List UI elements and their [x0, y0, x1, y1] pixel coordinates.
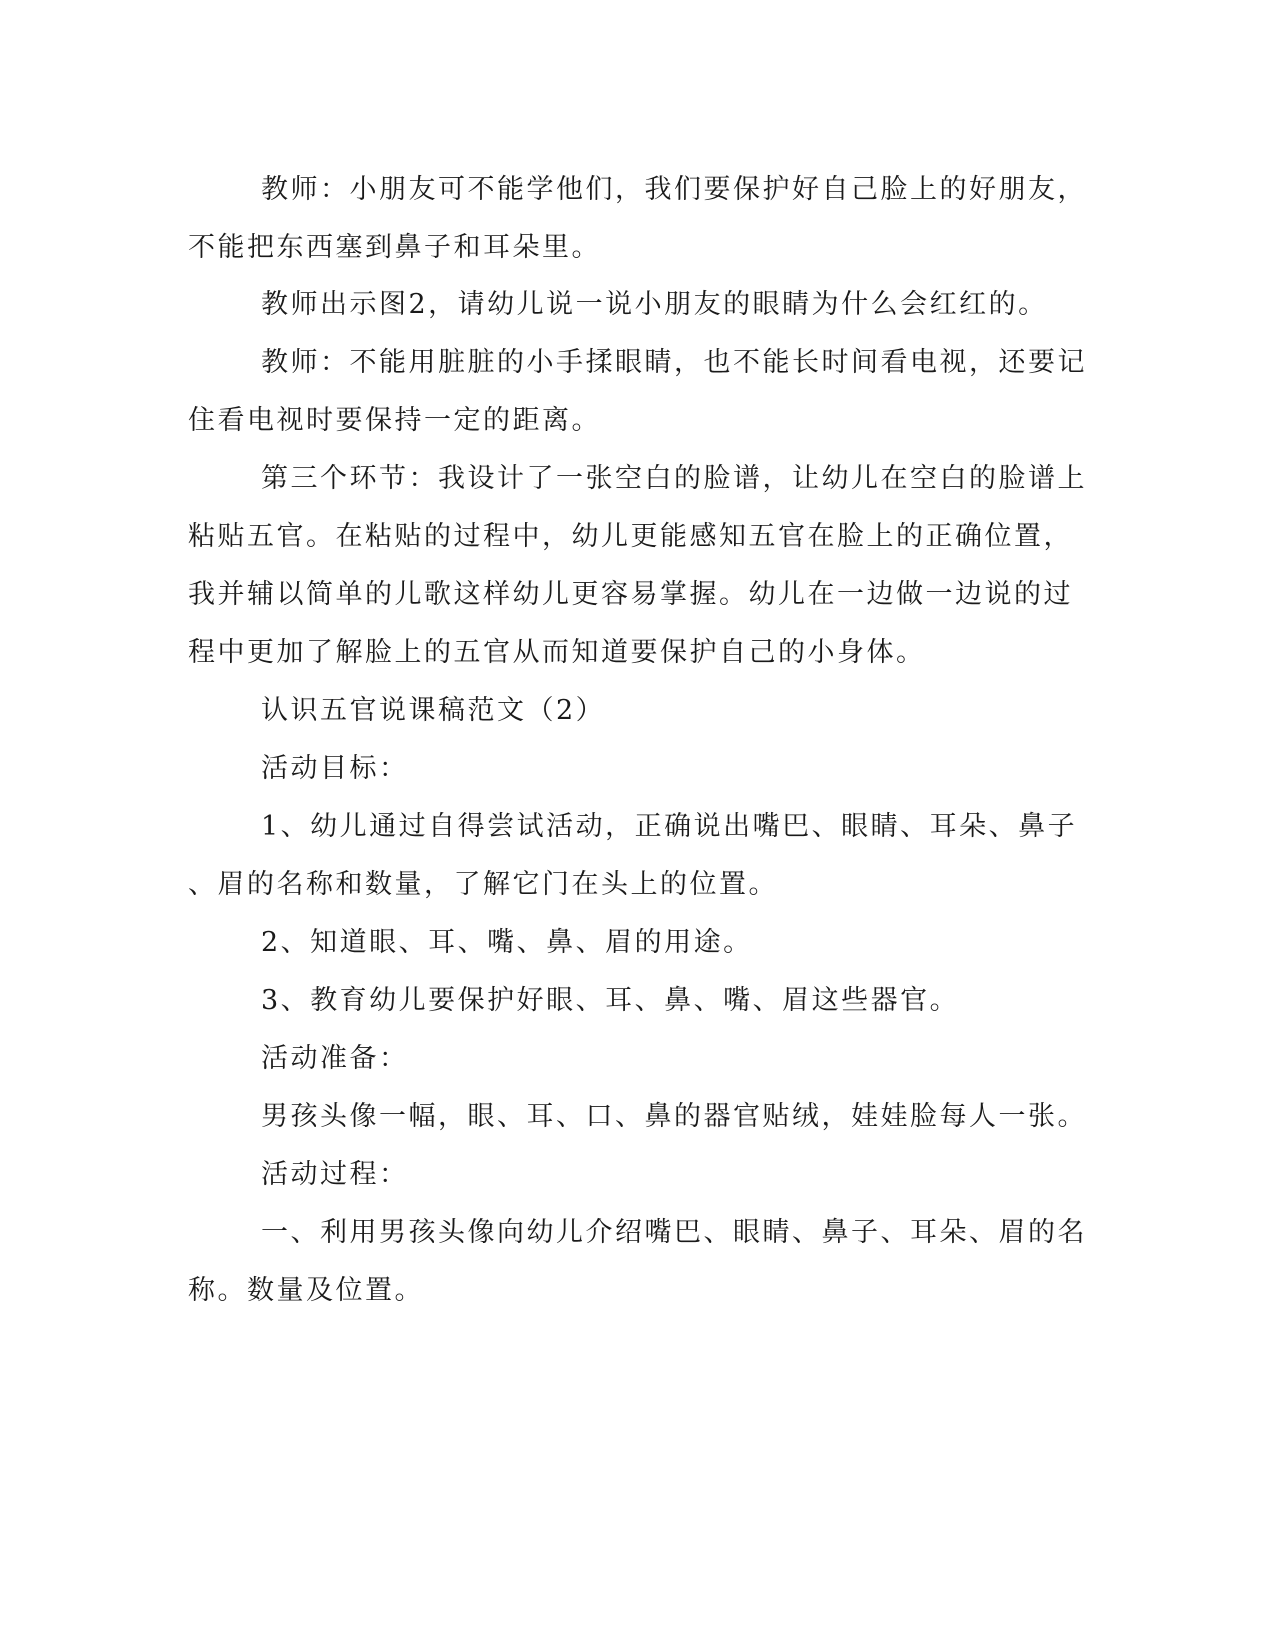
paragraph-line: 3、教育幼儿要保护好眼、耳、鼻、嘴、眉这些器官。 [261, 985, 960, 1016]
paragraph-line: 男孩头像一幅，眼、耳、口、鼻的器官贴绒，娃娃脸每人一张。 [261, 1101, 1087, 1132]
subsection-heading: 活动目标： [261, 753, 409, 784]
paragraph-line: 教师：不能用脏脏的小手揉眼睛，也不能长时间看电视，还要记 [261, 347, 1087, 378]
paragraph-line: 第三个环节：我设计了一张空白的脸谱，让幼儿在空白的脸谱上 [261, 463, 1087, 494]
paragraph-line: 我并辅以简单的儿歌这样幼儿更容易掌握。幼儿在一边做一边说的过 [188, 579, 1073, 610]
paragraph-line: 住看电视时要保持一定的距离。 [188, 405, 601, 436]
paragraph-line: 程中更加了解脸上的五官从而知道要保护自己的小身体。 [188, 637, 926, 668]
subsection-heading: 活动准备： [261, 1043, 409, 1074]
paragraph-line: 一、利用男孩头像向幼儿介绍嘴巴、眼睛、鼻子、耳朵、眉的名 [261, 1217, 1087, 1248]
paragraph-line: 粘贴五官。在粘贴的过程中，幼儿更能感知五官在脸上的正确位置， [188, 521, 1073, 552]
section-heading: 认识五官说课稿范文（2） [261, 695, 606, 726]
paragraph-line: 2、知道眼、耳、嘴、鼻、眉的用途。 [261, 927, 753, 958]
paragraph-line: 1、幼儿通过自得尝试活动，正确说出嘴巴、眼睛、耳朵、鼻子 [261, 811, 1078, 842]
paragraph-line: 教师：小朋友可不能学他们，我们要保护好自己脸上的好朋友， [261, 174, 1087, 205]
subsection-heading: 活动过程： [261, 1159, 409, 1190]
paragraph-line: 不能把东西塞到鼻子和耳朵里。 [188, 232, 601, 263]
paragraph-line: 教师出示图2，请幼儿说一说小朋友的眼睛为什么会红红的。 [261, 289, 1048, 320]
paragraph-line: 、眉的名称和数量，了解它门在头上的位置。 [188, 869, 778, 900]
paragraph-line: 称。数量及位置。 [188, 1275, 424, 1306]
